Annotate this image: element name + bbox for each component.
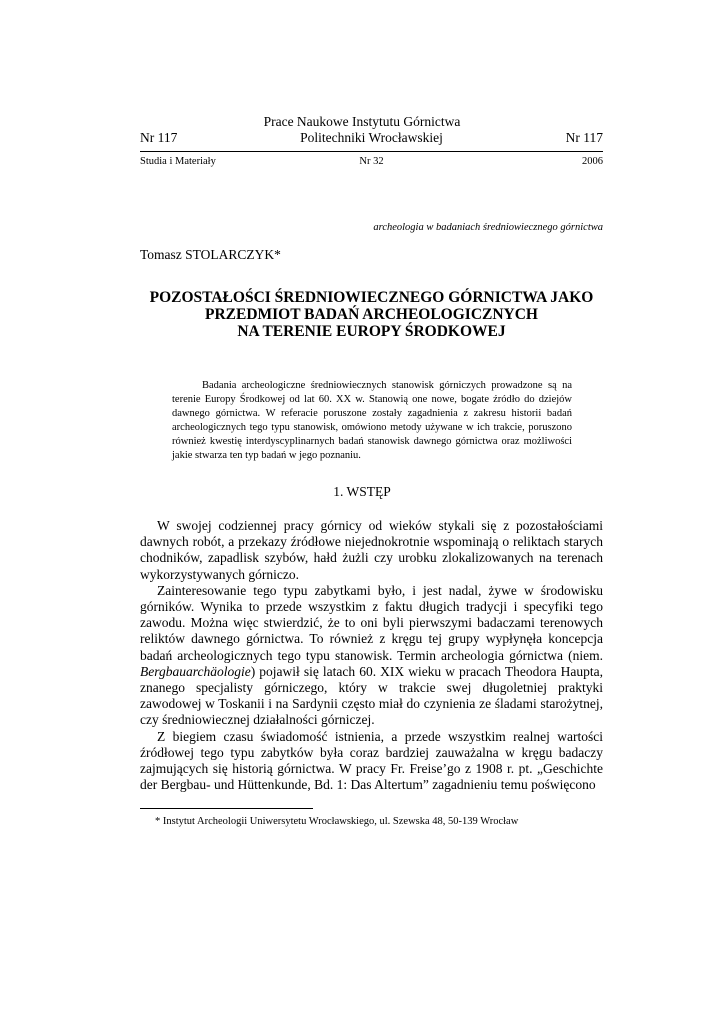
publication-year: 2006 — [582, 156, 603, 167]
title-line: POZOSTAŁOŚCI ŚREDNIOWIECZNEGO GÓRNICTWA JAKO — [149, 289, 594, 306]
header-divider — [140, 151, 603, 152]
issue-number-left: Nr 117 — [140, 130, 178, 145]
institution-name: Politechniki Wrocławskiej — [300, 130, 443, 145]
abstract — [172, 379, 572, 463]
abstract-text: Badania archeologiczne średniowiecznych stanowisk górniczych prowadzone są na terenie Europy Środkowej od lat 60. XX w. Stanowią one nowe, bogate źródło do dziejów dawnego górnictwa. W referacie poruszone zostały zagadnienia z zakresu historii badań archeologicznych tego typu stanowisk, omówiono metody używane w ich trakcie, poruszono również kwestię interdyscyplinarnych badań stanowisk dawnego górnictwa oraz możliwości jakie stwarza ten typ badań w jego poznaniu. — [172, 380, 572, 461]
section-heading: 1. WSTĘP — [333, 484, 391, 499]
author: Tomasz STOLARCZYK* — [140, 247, 281, 262]
paragraph-text: ) pojawił się latach 60. XIX wieku w pracach Theodora Haupta, znanego specjalisty górniczego, który w trakcie swej długoletniej praktyki zawodowej w Toskanii i na Sardynii często miał do czynienia ze śladami starożytnej, czy średniowiecznej działalności górniczej. — [140, 663, 603, 728]
body-text — [140, 518, 603, 793]
footnote: * Instytut Archeologii Uniwersytetu Wrocławskiego, ul. Szewska 48, 50-139 Wrocław — [155, 816, 519, 827]
paragraph-italic-term: Bergbauarchäologie — [140, 663, 251, 679]
footnote-divider — [140, 808, 313, 809]
paragraph: W swojej codziennej pracy górnicy od wieków stykali się z pozostałościami dawnych robót, a przekazy źródłowe niejednokrotnie wspominają o reliktach starych chodników, zapadlisk szybów, hałd żużli czy urobku zlokalizowanych na terenach wykorzystywanych górniczo. — [140, 518, 603, 582]
title-line: PRZEDMIOT BADAŃ ARCHEOLOGICZNYCH — [204, 306, 538, 323]
article-title — [140, 289, 603, 340]
series-number: Nr 32 — [359, 156, 384, 167]
paragraph: Z biegiem czasu świadomość istnienia, a przede wszystkim realnej wartości źródłowej tego typu zabytków była coraz bardziej zauważalna w kręgu badaczy zajmujących się historią górnictwa. W pracy Fr. Freise’go z 1908 r. pt. „Geschichte der Bergbau- und Hüttenkunde, Bd. 1: Das Altertum” zagadnieniu temu poświęcono — [140, 728, 603, 793]
issue-number-right: Nr 117 — [565, 130, 603, 145]
title-line: NA TERENIE EUROPY ŚRODKOWEJ — [237, 323, 506, 340]
paragraph-text: Zainteresowanie tego typu zabytkami było, i jest nadal, żywe w środowisku górników. Wynika to przede wszystkim z faktu długich tradycji i specyfiki tego zawodu. Można więc stwierdzić, że to oni byli pierwszymi badaczami terenowych reliktów dawnego górnictwa. To również z kręgu tej grupy wypłynęła koncepcja badań archeologicznych tego typu stanowisk. Termin archeologia górnictwa (niem. — [140, 582, 603, 663]
keywords: archeologia w badaniach średniowiecznego górnictwa — [373, 222, 603, 233]
series-subtitle: Studia i Materiały — [140, 156, 216, 167]
paragraph — [140, 583, 603, 729]
series-title: Prace Naukowe Instytutu Górnictwa — [263, 114, 461, 129]
